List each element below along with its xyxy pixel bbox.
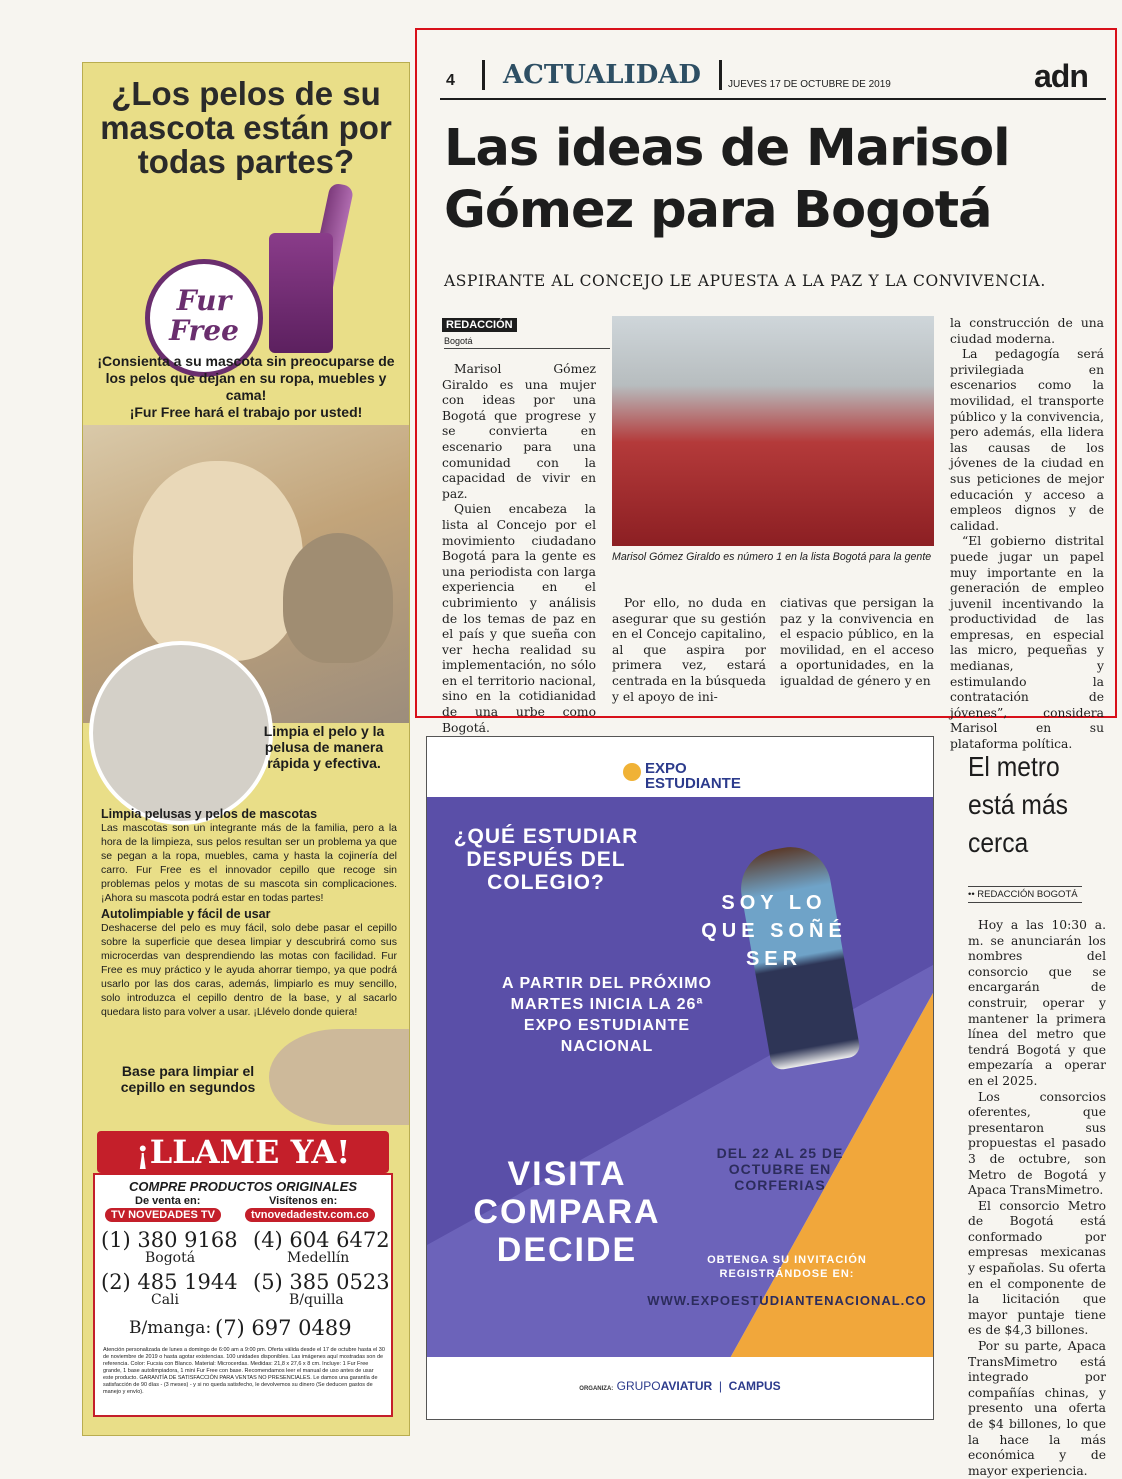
article-column-2 — [612, 596, 766, 705]
phone-bucaramanga: (7) 697 0489 — [215, 1316, 352, 1340]
metro-paragraph: El consorcio Metro de Bogotá está conformado por empresas mexicanas y españolas. Su oferta en el componente de la licitación que mayor puntaje tiene es de $4,3 billones. — [968, 1198, 1106, 1338]
organiza-label: ORGANIZA: — [579, 1386, 614, 1392]
metro-paragraph: Por su parte, Apaca TransMimetro está integrado por compañías chinas, y presento una oferta de $4 billones, lo que la hace la más económica y de mayor experiencia. — [968, 1339, 1106, 1478]
cat-image — [283, 533, 393, 663]
expo-announcement: A PARTIR DEL PRÓXIMO MARTES INICIA LA 26ª EXPO ESTUDIANTE NACIONAL — [502, 975, 712, 1055]
product-base-image — [269, 233, 333, 353]
expo-invite: OBTENGA SU INVITACIÓN REGISTRÁNDOSE EN: — [707, 1254, 867, 1280]
adn-logo: adn — [1034, 58, 1088, 94]
ad-subheadline-bold: ¡Fur Free hará el trabajo por usted! — [129, 404, 363, 420]
metro-paragraph: Hoy a las 10:30 a. m. se anunciarán los nombres del consorcio que se encargarán de construir, operar y mantener la primera línea del metro que tendrá Bogotá y que empezaría a operar en el 2025. — [968, 918, 1106, 1088]
photo-caption: Marisol Gómez Giraldo es número 1 en la lista Bogotá para la gente — [612, 551, 932, 563]
phone-bogota: (1) 380 9168 — [101, 1228, 238, 1252]
org-campus: CAMPUS — [728, 1379, 781, 1393]
ad-callout: Limpia el pelo y la pelusa de manera rápida y efectiva. — [263, 723, 385, 771]
city-bogota: Bogotá — [145, 1250, 196, 1266]
expo-logo-line1: EXPO — [645, 760, 687, 777]
expo-question: ¿QUÉ ESTUDIAR DESPUÉS DEL COLEGIO? — [453, 825, 639, 894]
org-grupo: GRUPO — [616, 1379, 661, 1393]
furfree-ad — [82, 62, 410, 1436]
article-paragraph: Quien encabeza la lista al Concejo por el movimiento ciudadano Bogotá para la gente es una periodista con larga experiencia en el cubrimiento y análisis de los temas de paz en el país y que sueña con ver hecha realidad su implementación, no sólo en el territorio nacional, sino en la cotidianidad de una urbe como Bogotá. — [442, 502, 596, 735]
article-paragraph: “El gobierno distrital puede jugar un papel muy importante en la generación de empleo juvenil incentivando la productividad de las empresas, en especial las micro, pequeñas y medianas, y estimulando la contratación de jóvenes”, considera Marisol en su plataforma política. — [950, 534, 1104, 752]
fine-print: Atención personalizada de lunes a domingo de 6:00 am a 9:00 pm. Oferta válida desde el 17 de octubre hasta el 30 de noviembre de 2019 o hasta agotar existencias. 100 unidades disponibles. Las imágenes aquí mostradas son de referencia. Color: Fucsia con Blanco. Material: Microcerdas. Medidas: 21,8 x 27,6 x 8 cm. Incluye: 1 Fur Free grande, 1 base autolimpiadora, 1 mini Fur Free con base. Recomendamos leer el manual de uso antes de usar este producto. GARANTÍA DE SATISFACCIÓN PARA VENTAS NO PRESENCIALES. Le damos una garantía de satisfacción de 90 días - (3 meses) - y si no queda satisfecho, le devolvemos su dinero (Se deducen gastos de manejo y envío). — [103, 1347, 385, 1395]
article-paragraph: Marisol Gómez Giraldo es una mujer con ideas por una Bogotá que progrese y se convierta en escenario para una comunidad con la capacidad de vivir en paz. — [442, 362, 596, 501]
metro-byline: •• REDACCIÓN BOGOTÁ — [968, 886, 1082, 903]
ad-body-title-2: Autolimpiable y fácil de usar — [101, 907, 271, 921]
expo-estudiante-ad — [426, 736, 934, 1420]
metro-column — [968, 918, 1106, 1479]
org-aviatur: AVIATUR — [660, 1379, 713, 1393]
article-city: Bogotá — [444, 336, 610, 349]
article-title: Las ideas de Marisol Gómez para Bogotá — [444, 119, 1010, 240]
website-badge: tvnovedadestv.com.co — [245, 1208, 375, 1222]
call-now-banner: ¡LLAME YA! — [97, 1131, 389, 1173]
article-column-3 — [780, 596, 934, 690]
expo-slogan: SOY LO QUE SOÑÉ SER — [701, 892, 847, 970]
expo-dates: DEL 22 AL 25 DE OCTUBRE EN CORFERIAS — [716, 1145, 844, 1193]
graduation-cap-icon — [623, 763, 641, 781]
phone-medellin: (4) 604 6472 — [253, 1228, 390, 1252]
article-photo — [612, 316, 934, 546]
section-title: ACTUALIDAD — [482, 60, 722, 90]
ad-subheadline-text: ¡Consienta a su mascota sin preocuparse de los pelos que dejan en su ropa, muebles y cama! — [97, 353, 395, 403]
furfree-logo: Fur Free — [145, 259, 263, 377]
phone-cali: (2) 485 1944 — [101, 1270, 238, 1294]
city-medellin: Medellín — [287, 1250, 350, 1266]
city-bucaramanga: B/manga: — [129, 1318, 212, 1338]
compre-originales: COMPRE PRODUCTOS ORIGINALES — [128, 1179, 357, 1194]
expo-logo-line2: ESTUDIANTE — [645, 775, 741, 792]
ad-subheadline — [91, 353, 401, 421]
expo-website: WWW.EXPOESTUDIANTENACIONAL.CO — [647, 1293, 927, 1308]
expo-organizers: ORGANIZA: GRUPOAVIATUR | CAMPUS — [579, 1379, 781, 1393]
ad-body — [101, 807, 397, 1021]
header-rule — [440, 98, 1106, 100]
base-caption: Base para limpiar el cepillo en segundos — [120, 1063, 256, 1095]
issue-date: JUEVES 17 DE OCTUBRE DE 2019 — [728, 79, 891, 90]
expo-visita: VISITA COMPARA DECIDE — [473, 1155, 661, 1269]
dog-image — [133, 461, 303, 661]
article-column-1 — [442, 362, 596, 736]
article-paragraph: la construcción de una ciudad moderna. — [950, 316, 1104, 346]
phone-barranquilla: (5) 385 0523 — [253, 1270, 390, 1294]
metro-title: El metro está más cerca — [968, 751, 1068, 858]
city-cali: Cali — [151, 1292, 180, 1308]
article-column-4 — [950, 316, 1104, 753]
visit-label: Visítenos en: — [269, 1195, 338, 1207]
metro-paragraph: Los consorcios oferentes, que presentaron sus propuestas el pasado 3 de octubre, son Metro de Bogotá y Apaca TransMimetro. — [968, 1089, 1106, 1198]
article-deck: ASPIRANTE AL CONCEJO LE APUESTA A LA PAZ Y LA CONVIVENCIA. — [444, 272, 1046, 290]
city-barranquilla: B/quilla — [289, 1292, 344, 1308]
ad-body-text-2: Deshacerse del pelo es muy fácil, solo debe pasar el cepillo sobre la superficie que desea limpiar y descubrirá como sus microcerdas van desprendiendo las motas con facilidad. Fur Free es muy práctico y le ayuda ahorrar tiempo, ya que podrá usarlo por las dos caras, además, limpiarlo es muy sencillo, solo introduzca el cepillo dentro de la base, y al sacarlo quedara listo para volver a usar. ¡Llévelo donde quiera! — [101, 922, 397, 1018]
base-image — [269, 1029, 409, 1125]
article-paragraph: Por ello, no duda en asegurar que su gestión en el Concejo capitalino, al que aspira por primera vez, estará centrada en la búsqueda y el apoyo de ini- — [612, 596, 766, 704]
page-number: 4 — [446, 72, 455, 89]
article-paragraph: ciativas que persigan la paz y la convivencia en el espacio público, en la movilidad, en el acceso a oportunidades, en la igualdad de género y en — [780, 596, 934, 688]
ad-headline: ¿Los pelos de su mascota están por todas partes? — [100, 75, 392, 180]
contact-box — [93, 1173, 393, 1417]
venta-label: De venta en: — [135, 1195, 201, 1207]
article-paragraph: La pedagogía será privilegiada en escenarios como la movilidad, el transporte público y la convivencia, pero además, ella lidera las causas de los jóvenes de la ciudad en sus peticiones de mejor educación y acceso a empleos dignos y de calidad. — [950, 347, 1104, 533]
tv-novedades-badge: TV NOVEDADES TV — [105, 1208, 221, 1222]
ad-body-text-1: Las mascotas son un integrante más de la familia, pero a la hora de la limpieza, sus pelos resultan ser un problema ya que se pegan a la ropa, muebles, cama y hasta la cojinería del carro. Fur Free es el innovador cepillo que recoge sin problemas pelos y motas de su mascota sin complicaciones. ¡Ahora su mascota podrá estar en todas partes! — [101, 822, 397, 904]
ad-body-title-1: Limpia pelusas y pelos de mascotas — [101, 807, 318, 821]
article-byline: REDACCIÓN — [442, 318, 517, 332]
